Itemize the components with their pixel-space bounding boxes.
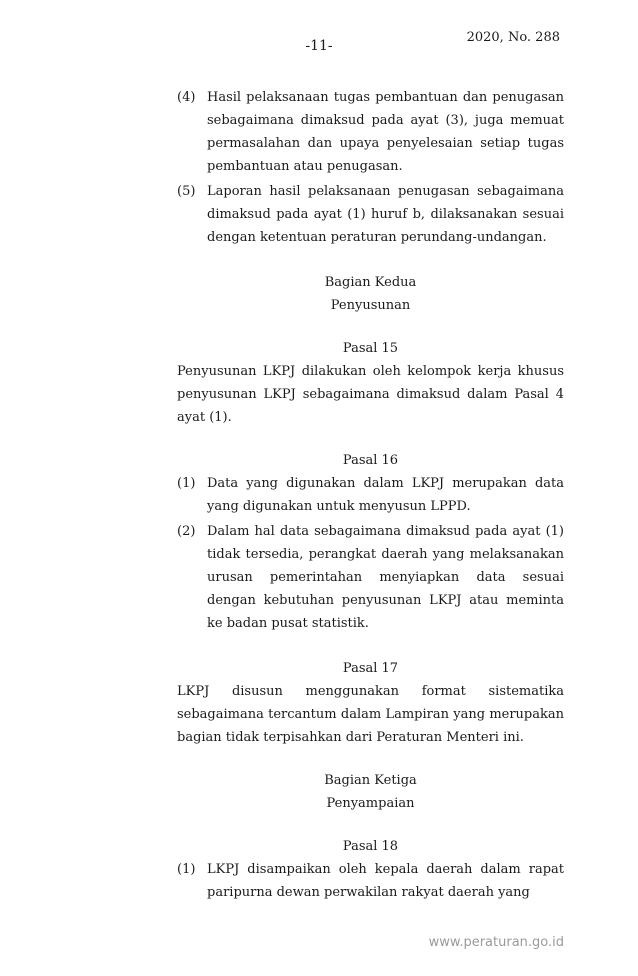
article-text: LKPJ disusun menggunakan format sistematika sebagaimana tercantum dalam Lampiran yang merupakan bagian tidak terpisahkan dari Peraturan Menteri ini. [177,684,564,745]
page-number: -11- [305,38,333,54]
list-item [177,180,564,249]
section-heading: Bagian Kedua [324,275,417,290]
item-text: Hasil pelaksanaan tugas pembantuan dan penugasan sebagaimana dimaksud pada ayat (3), juga memuat permasalahan dan upaya penyelesaian setiap tugas pembantuan atau penugasan. [207,90,564,174]
list-item [177,86,564,178]
document-reference: 2020, No. 288 [466,30,560,45]
item-text: Data yang digunakan dalam LKPJ merupakan data yang digunakan untuk menyusun LPPD. [207,476,564,514]
article-heading: Pasal 16 [342,453,399,468]
item-text: Laporan hasil pelaksanaan penugasan sebagaimana dimaksud pada ayat (1) huruf b, dilaksanakan sesuai dengan ketentuan peraturan perundang-undangan. [207,184,564,245]
item-number: (4) [177,90,196,105]
item-text: LKPJ disampaikan oleh kepala daerah dalam rapat paripurna dewan perwakilan rakyat daerah yang [207,862,564,900]
article-text: Penyusunan LKPJ dilakukan oleh kelompok kerja khusus penyusunan LKPJ sebagaimana dimaksud dalam Pasal 4 ayat (1). [177,364,564,425]
item-number: (1) [177,476,196,491]
list-item [177,858,564,904]
article-heading: Pasal 17 [342,661,399,676]
section-subheading: Penyusunan [330,298,411,313]
item-number: (1) [177,862,196,877]
item-text: Dalam hal data sebagaimana dimaksud pada ayat (1) tidak tersedia, perangkat daerah yang melaksanakan urusan pemerintahan menyiapkan data sesuai dengan kebutuhan penyusunan LKPJ atau meminta ke badan pusat statistik. [207,524,564,631]
item-number: (2) [177,524,196,539]
list-item [177,472,564,518]
section-subheading: Penyampaian [326,796,415,811]
list-item [177,520,564,635]
website-watermark: www.peraturan.go.id [428,935,564,950]
section-heading: Bagian Ketiga [324,773,417,788]
article-heading: Pasal 15 [342,341,399,356]
item-number: (5) [177,184,196,199]
article-heading: Pasal 18 [342,839,399,854]
document-body [177,86,564,906]
